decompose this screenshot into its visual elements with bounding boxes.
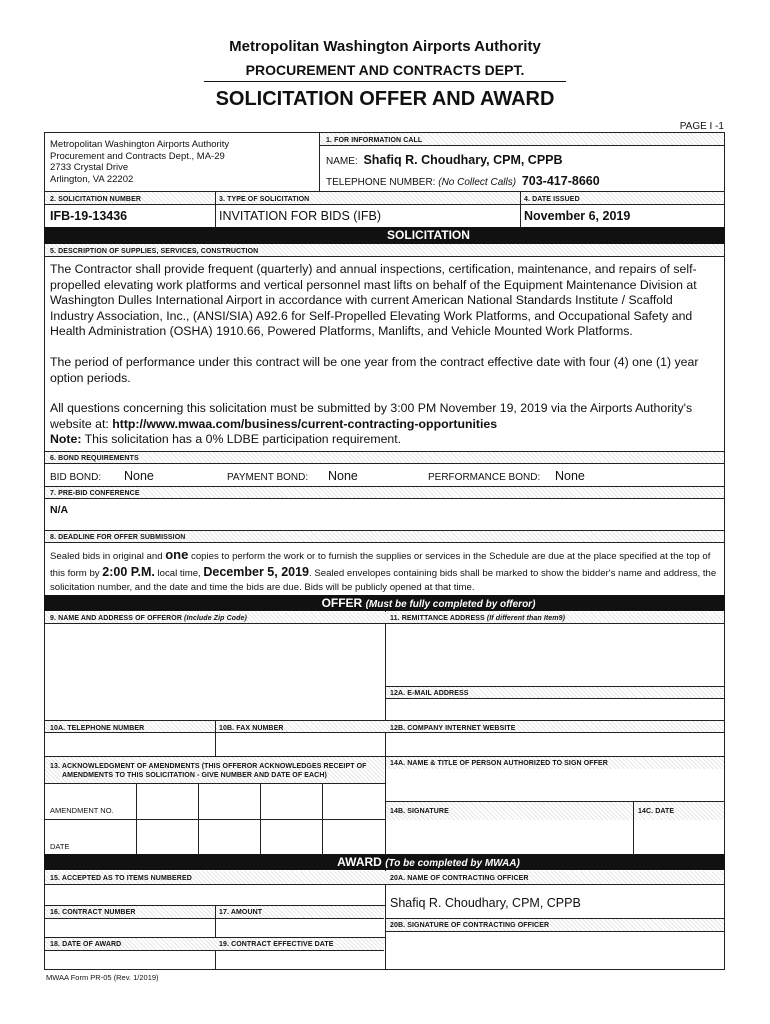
issuer-line: Metropolitan Washington Airports Authority [50, 139, 230, 150]
solicitation-bar [44, 227, 725, 244]
issuer-line: Arlington, VA 22202 [50, 173, 134, 185]
award-bar-note: (To be completed by MWAA) [385, 858, 520, 869]
field-13-label [50, 762, 367, 780]
divider [215, 191, 216, 227]
dept-title: PROCUREMENT AND CONTRACTS DEPT. [204, 62, 566, 82]
page-number: PAGE I -1 [679, 121, 724, 132]
org-title: Metropolitan Washington Airports Authority [229, 38, 541, 55]
payment-bond-value: None [328, 469, 358, 483]
fax-field[interactable] [216, 734, 384, 756]
field-16-label: 16. CONTRACT NUMBER [50, 909, 136, 916]
performance-bond-value: None [555, 469, 585, 483]
info-call-label: 1. FOR INFORMATION CALL [326, 137, 423, 144]
note-label: Note: [50, 432, 82, 447]
amendment-no-cell[interactable] [137, 784, 198, 819]
award-bar-title: AWARD [337, 855, 382, 869]
amendment-no-label: AMENDMENT NO. [50, 806, 114, 815]
form-title: SOLICITATION OFFER AND AWARD [215, 88, 555, 110]
date-issued: November 6, 2019 [524, 209, 631, 223]
date-issued-label: 4. DATE ISSUED [524, 196, 580, 203]
offer-bar-title: OFFER [321, 596, 363, 610]
deadline-date: December 5, 2019 [203, 564, 310, 579]
field-20b-label: 20B. SIGNATURE OF CONTRACTING OFFICER [390, 922, 550, 929]
field-10b-label: 10B. FAX NUMBER [219, 725, 284, 732]
label-strip [45, 452, 724, 464]
solicitation-type: INVITATION FOR BIDS (IFB) [219, 209, 382, 223]
issuer-line: Procurement and Contracts Dept., MA-29 [50, 150, 225, 162]
solicitation-number-label: 2. SOLICITATION NUMBER [50, 196, 141, 203]
bid-bond-value: None [124, 469, 154, 483]
field-12a-label: 12A. E-MAIL ADDRESS [390, 690, 469, 697]
field-14c-label: 14C. DATE [638, 808, 675, 815]
amendment-date-cell[interactable] [261, 820, 322, 854]
field-14a-label: 14A. NAME & TITLE OF PERSON AUTHORIZED TO SIGN OFFER [390, 760, 608, 767]
remittance-address-field[interactable] [386, 625, 724, 686]
amendment-date-cell[interactable] [137, 820, 198, 854]
description-p3 [50, 401, 718, 432]
offer-date-field[interactable] [634, 820, 724, 854]
deadline-time: 2:00 P.M. [102, 564, 155, 579]
offer-bar-note: (Must be fully completed by offeror) [365, 599, 536, 610]
info-phone-row [326, 174, 600, 188]
solicitation-number: IFB-19-13436 [50, 209, 128, 223]
description-label: 5. DESCRIPTION OF SUPPLIES, SERVICES, CONSTRUCTION [50, 248, 259, 255]
phone-label: TELEPHONE NUMBER: [326, 177, 436, 188]
website-field[interactable] [386, 734, 724, 756]
name-label: NAME: [326, 156, 358, 167]
offer-signature-field[interactable] [386, 820, 632, 854]
field-9-label [50, 615, 247, 622]
field-11-text: 11. REMITTANCE ADDRESS [390, 615, 485, 622]
description-body [50, 262, 718, 448]
payment-bond-label: PAYMENT BOND: [227, 472, 309, 483]
amendment-date-cell[interactable] [199, 820, 260, 854]
phone-note: (No Collect Calls) [438, 177, 517, 188]
deadline-text-4: . Sealed envelopes containing bids shall be marked to show the bidder's name and address, the solicitation number, and the date and time the bids are due. Bids will be publicly opened at that time. [50, 567, 717, 593]
copies-count: one [165, 547, 189, 562]
contact-name: Shafiq R. Choudhary, CPM, CPPB [363, 153, 563, 167]
field-13-line1: 13. ACKNOWLEDGMENT OF AMENDMENTS (THIS OFFEROR ACKNOWLEDGES RECEIPT OF [50, 763, 367, 770]
solicitation-type-label: 3. TYPE OF SOLICITATION [219, 196, 310, 203]
label-strip [45, 192, 724, 205]
award-bar [44, 854, 725, 870]
email-field[interactable] [386, 700, 724, 720]
questions-text: All questions concerning this solicitation must be submitted by 3:00 PM November 19, 2019 via the Airports Authority's website at: [50, 401, 693, 431]
field-19-label: 19. CONTRACT EFFECTIVE DATE [219, 941, 334, 948]
form-footer: MWAA Form PR-05 (Rev. 1/2019) [46, 973, 159, 982]
field-18-label: 18. DATE OF AWARD [50, 941, 122, 948]
description-p1: The Contractor shall provide frequent (quarterly) and annual inspections, certification, maintenance, and repairs of self-propelled elevating work platforms and vertical personnel mast lifts on behalf of the Equipment Maintenance Division at Washington Dulles International Airport in accordance with current American National Standards Institute / Scaffold Industry Association, Inc., (ANSI/SIA) A92.6 for Self-Propelled Elevating Work Platforms, and Occupational Safety and Health Administration (OSHA) 1910.66, Powered Platforms, Manlifts, and Vehicle Mounted Work Platforms. [50, 262, 697, 339]
prebid-value: N/A [50, 504, 69, 516]
amendment-date-cell[interactable] [323, 820, 384, 854]
contact-phone: 703-417-8660 [521, 174, 600, 188]
field-11-note: (If different than Item9) [486, 615, 566, 622]
field-15-label: 15. ACCEPTED AS TO ITEMS NUMBERED [50, 875, 192, 882]
field-10a-label: 10A. TELEPHONE NUMBER [50, 725, 145, 732]
deadline-label: 8. DEADLINE FOR OFFER SUBMISSION [50, 534, 186, 541]
field-12b-label: 12B. COMPANY INTERNET WEBSITE [390, 725, 516, 732]
prebid-label: 7. PRE-BID CONFERENCE [50, 490, 140, 497]
deadline-text-2: copies to perform the work or to furnish the supplies or services in the Schedule are due at the place specified at the top of this form by [50, 551, 711, 579]
contracting-officer-name: Shafiq R. Choudhary, CPM, CPPB [390, 896, 581, 910]
website-link[interactable]: http://www.mwaa.com/business/current-contracting-opportunities [112, 416, 498, 431]
field-13-line2: AMENDMENTS TO THIS SOLICITATION - GIVE NUMBER AND DATE OF EACH) [62, 772, 327, 779]
offer-bar [44, 595, 725, 611]
bid-bond-label: BID BOND: [50, 472, 102, 483]
field-11-label [390, 615, 565, 622]
field-9-text: 9. NAME AND ADDRESS OF OFFEROR [50, 615, 182, 622]
label-strip [45, 487, 724, 499]
bond-label: 6. BOND REQUIREMENTS [50, 455, 139, 462]
deadline-text-3: local time, [157, 567, 201, 579]
deadline-text [50, 548, 720, 596]
field-17-label: 17. AMOUNT [219, 909, 263, 916]
amendment-no-cell[interactable] [199, 784, 260, 819]
amendment-date-label: DATE [50, 842, 70, 851]
amendment-no-cell[interactable] [323, 784, 384, 819]
amendment-no-cell[interactable] [261, 784, 322, 819]
label-strip [45, 721, 724, 733]
ldbe-note [50, 432, 718, 448]
signer-name-title-field[interactable] [386, 770, 724, 801]
telephone-field[interactable] [45, 734, 214, 756]
note-text: This solicitation has a 0% LDBE participation requirement. [84, 432, 402, 447]
divider [520, 191, 521, 227]
info-name-row [326, 153, 563, 167]
solicitation-bar-title: SOLICITATION [387, 228, 470, 242]
performance-bond-label: PERFORMANCE BOND: [428, 472, 541, 483]
offeror-address-field[interactable] [45, 625, 384, 720]
field-20a-label: 20A. NAME OF CONTRACTING OFFICER [390, 875, 529, 882]
description-p2: The period of performance under this contract will be one year from the contract effective date with four (4) one (1) year option periods. [50, 354, 699, 385]
issuer-line: 2733 Crystal Drive [50, 162, 129, 173]
field-9-note: (Include Zip Code) [184, 615, 247, 622]
deadline-text-1: Sealed bids in original and [50, 551, 163, 562]
issuer-address [50, 139, 229, 185]
field-14b-label: 14B. SIGNATURE [390, 808, 449, 815]
